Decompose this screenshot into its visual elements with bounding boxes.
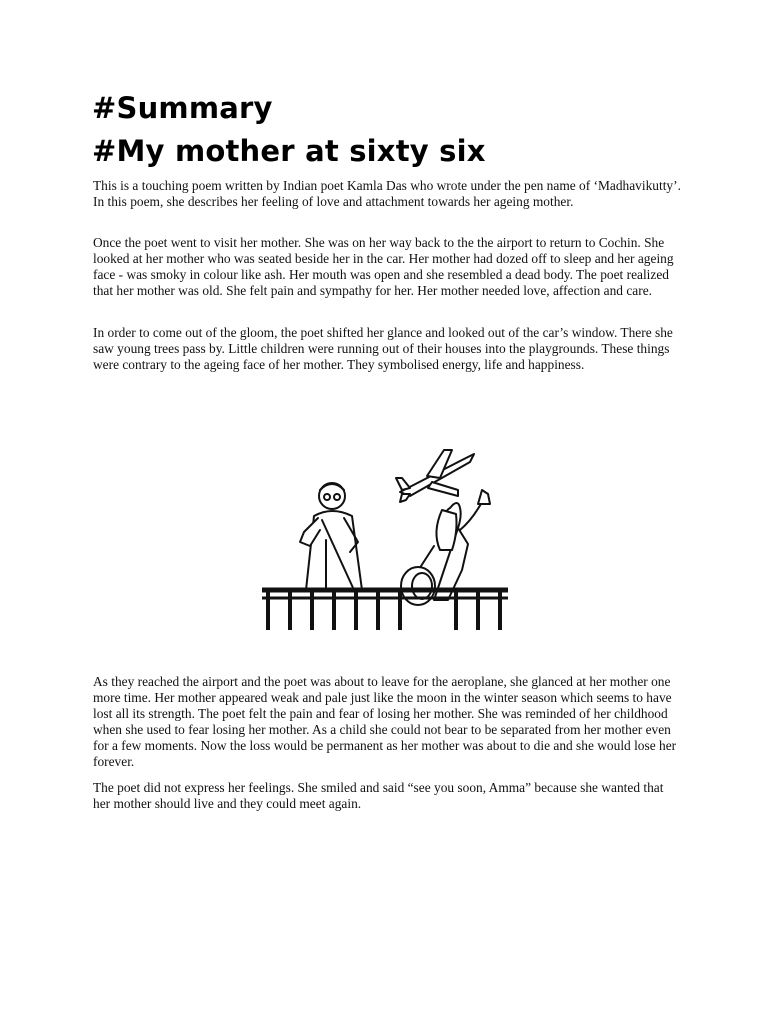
paragraph-airport: As they reached the airport and the poet was about to leave for the aeroplane, she glanced at her mother one more time. Her mother appeared weak and pale just like the moon in the winter season which seems to have lost all its strength. The poet felt the pain and fear of losing her mother. She was reminded of her childhood when she used to fear losing her mother. As a child she could not bear to be separated from her mother even for a few moments. Now the loss would be permanent as her mother was about to die and she would lose her forever. — [93, 674, 677, 770]
mother-daughter-illustration — [262, 420, 508, 640]
paragraph-window: In order to come out of the gloom, the poet shifted her glance and looked out of the car’s window. There she saw young trees pass by. Little children were running out of their houses into the playgrounds. These things were contrary to the ageing face of her mother. They symbolised energy, life and happiness. — [93, 325, 673, 373]
paragraph-visit: Once the poet went to visit her mother. She was on her way back to the the airport to return to Cochin. She looked at her mother who was seated beside her in the car. Her mother had dozed off to sleep and her ageing face - was smoky in colour like ash. Her mouth was open and she resembled a dead body. The poet realized that her mother was old. She felt pain and sympathy for her. Her mother needed love, affection and care. — [93, 235, 674, 299]
title-heading: #My mother at sixty six — [92, 134, 486, 168]
summary-heading: #Summary — [92, 91, 273, 125]
paragraph-farewell: The poet did not express her feelings. She smiled and said “see you soon, Amma” because she wanted that her mother should live and they could meet again. — [93, 780, 664, 812]
paragraph-intro: This is a touching poem written by Indian poet Kamla Das who wrote under the pen name of ‘Madhavikutty’. In this poem, she describes her feeling of love and attachment towards her ageing mother. — [93, 178, 681, 210]
